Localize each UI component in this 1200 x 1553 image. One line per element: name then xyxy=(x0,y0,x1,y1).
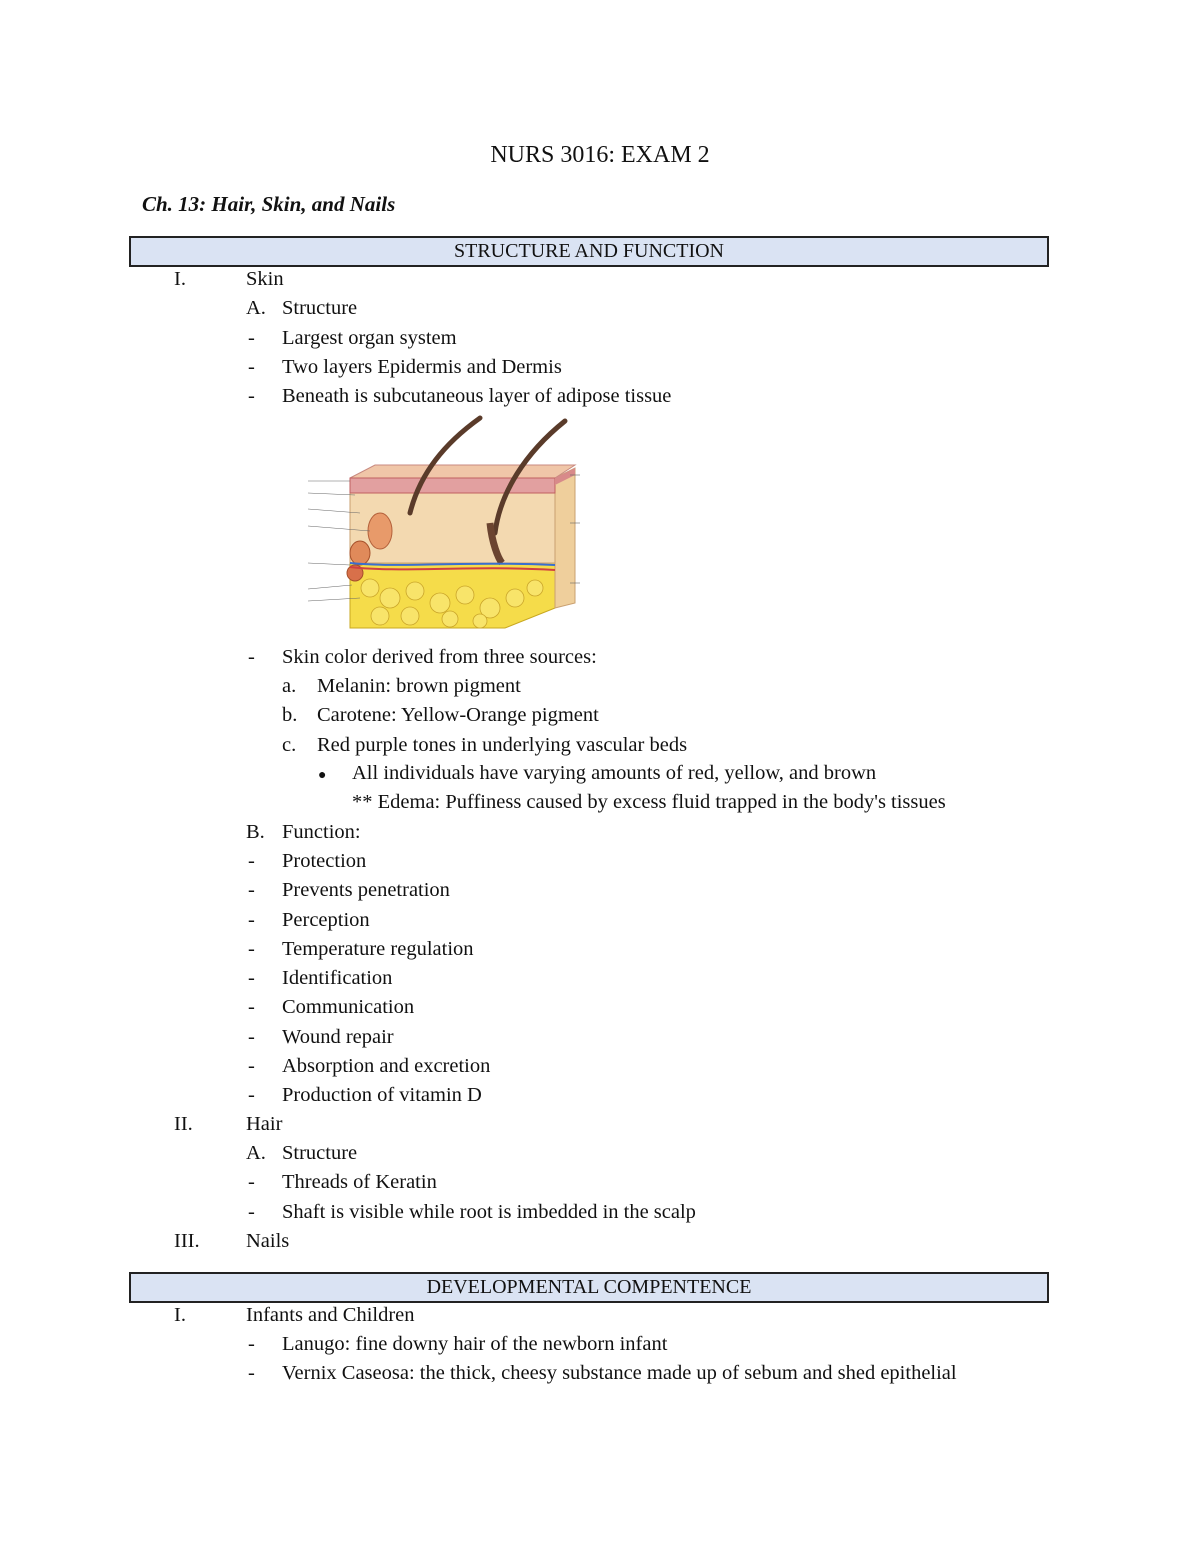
dash-marker: - xyxy=(248,1362,255,1384)
list-item: Shaft is visible while root is imbedded in the scalp xyxy=(282,1201,696,1223)
subheading-structure: Structure xyxy=(282,1142,358,1164)
list-item: Wound repair xyxy=(282,1026,394,1048)
list-item: Lanugo: fine downy hair of the newborn infant xyxy=(282,1333,668,1355)
sub-list-letter: b. xyxy=(282,704,298,726)
dash-marker: - xyxy=(248,1026,255,1048)
bullet-icon: ● xyxy=(318,768,327,783)
chapter-heading: Ch. 13: Hair, Skin, and Nails xyxy=(142,192,396,216)
dash-marker: - xyxy=(248,909,255,931)
bullet-item: All individuals have varying amounts of red, yellow, and brown xyxy=(352,762,877,784)
outline-numeral: II. xyxy=(174,1113,193,1135)
dash-marker: - xyxy=(248,327,255,349)
edema-note: ** Edema: Puffiness caused by excess fluid trapped in the body's tissues xyxy=(352,791,946,813)
list-item: Identification xyxy=(282,967,393,989)
dash-marker: - xyxy=(248,1171,255,1193)
list-item: Protection xyxy=(282,850,367,872)
outline-heading-hair: Hair xyxy=(246,1113,283,1135)
list-item: Threads of Keratin xyxy=(282,1171,437,1193)
outline-numeral: I. xyxy=(174,268,186,290)
skin-diagram-svg xyxy=(280,413,620,641)
sub-list-item: Melanin: brown pigment xyxy=(317,675,521,697)
outline-heading-skin: Skin xyxy=(246,268,284,290)
list-item: Perception xyxy=(282,909,370,931)
dash-marker: - xyxy=(248,879,255,901)
outline-numeral: III. xyxy=(174,1230,200,1252)
dash-marker: - xyxy=(248,967,255,989)
dash-marker: - xyxy=(248,1201,255,1223)
sub-list-item: Red purple tones in underlying vascular beds xyxy=(317,734,688,756)
sub-list-letter: c. xyxy=(282,734,297,756)
list-item: Beneath is subcutaneous layer of adipose tissue xyxy=(282,385,672,407)
list-item: Communication xyxy=(282,996,415,1018)
list-item-skin-color: Skin color derived from three sources: xyxy=(282,646,597,668)
subheading-letter: A. xyxy=(246,297,266,319)
dash-marker: - xyxy=(248,996,255,1018)
dash-marker: - xyxy=(248,1055,255,1077)
list-item: Two layers Epidermis and Dermis xyxy=(282,356,562,378)
subheading-function: Function: xyxy=(282,821,361,843)
list-item: Temperature regulation xyxy=(282,938,474,960)
list-item: Prevents penetration xyxy=(282,879,450,901)
outline-numeral: I. xyxy=(174,1304,186,1326)
section-header-developmental: DEVELOPMENTAL COMPENTENCE xyxy=(129,1272,1049,1303)
list-item: Largest organ system xyxy=(282,327,457,349)
skin-cross-section-diagram xyxy=(280,413,620,641)
dash-marker: - xyxy=(248,385,255,407)
dash-marker: - xyxy=(248,850,255,872)
dash-marker: - xyxy=(248,1084,255,1106)
outline-heading-infants: Infants and Children xyxy=(246,1304,415,1326)
list-item: Absorption and excretion xyxy=(282,1055,491,1077)
sub-list-letter: a. xyxy=(282,675,297,697)
outline-heading-nails: Nails xyxy=(246,1230,290,1252)
dash-marker: - xyxy=(248,938,255,960)
dash-marker: - xyxy=(248,646,255,668)
section-header-structure-function: STRUCTURE AND FUNCTION xyxy=(129,236,1049,267)
subheading-letter: B. xyxy=(246,821,265,843)
subheading-letter: A. xyxy=(246,1142,266,1164)
subheading-structure: Structure xyxy=(282,297,358,319)
page-title: NURS 3016: EXAM 2 xyxy=(490,142,710,168)
list-item: Production of vitamin D xyxy=(282,1084,482,1106)
list-item: Vernix Caseosa: the thick, cheesy substance made up of sebum and shed epithelial xyxy=(282,1362,957,1384)
dash-marker: - xyxy=(248,356,255,378)
sub-list-item: Carotene: Yellow-Orange pigment xyxy=(317,704,599,726)
dash-marker: - xyxy=(248,1333,255,1355)
